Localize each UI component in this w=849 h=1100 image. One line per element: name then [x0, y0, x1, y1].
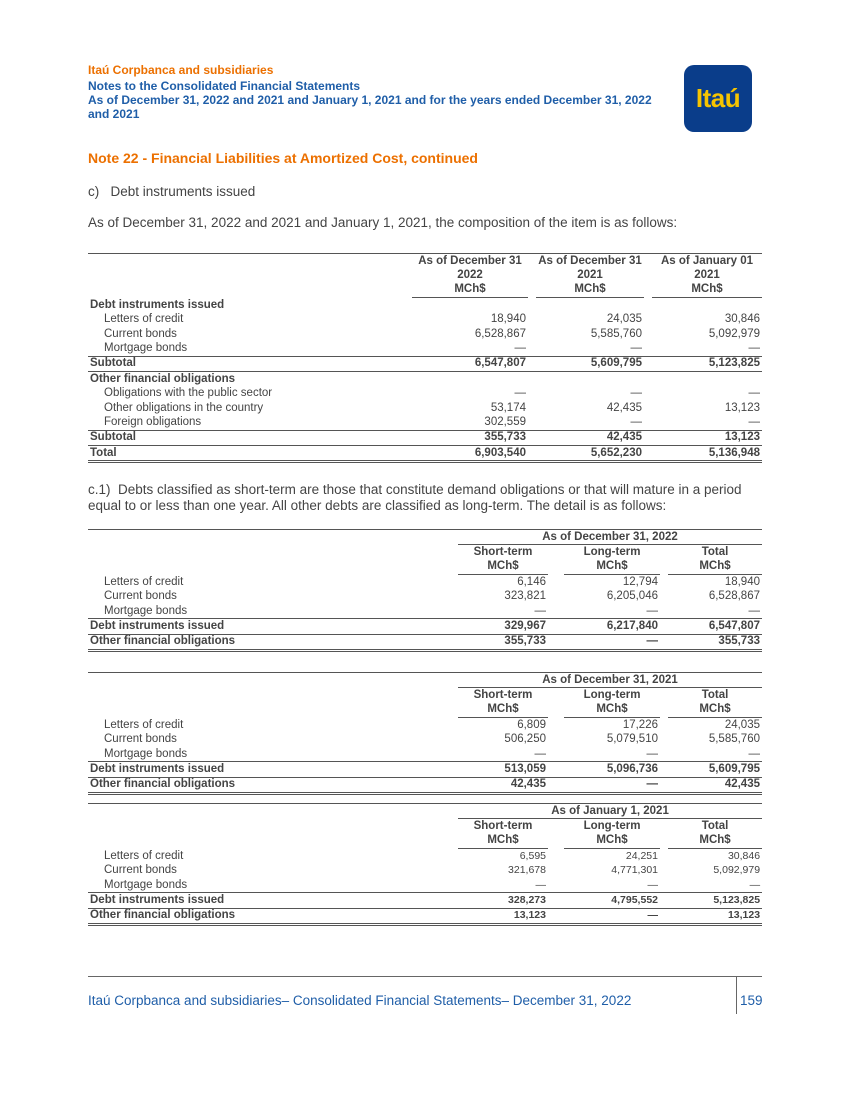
col-unit: MCh$ — [536, 283, 644, 298]
table-row: Letters of credit 18,940 24,035 30,846 — [104, 313, 760, 326]
table-row: Current bonds 321,678 4,771,301 5,092,979 — [104, 864, 761, 877]
period-header: As of December 31, 2021 — [458, 673, 762, 688]
table-row: Other financial obligations 355,733 — 355,733 — [88, 634, 762, 650]
table-row: Current bonds 323,821 6,205,046 6,528,867 — [104, 590, 760, 603]
intro-text: As of December 31, 2022 and 2021 and January 1, 2021, the composition of the item is as follows: — [88, 215, 678, 230]
col-header-2021: As of December 31 — [536, 254, 644, 269]
company-name: Itaú Corpbanca and subsidiaries — [88, 63, 274, 77]
note-title: Note 22 - Financial Liabilities at Amortized Cost, continued — [88, 150, 478, 166]
col-unit: MCh$ — [564, 560, 660, 575]
col-unit: MCh$ — [564, 703, 660, 718]
header-period-cont: and 2021 — [88, 107, 140, 121]
col-short-term: Short-term — [473, 820, 533, 833]
col-unit: MCh$ — [458, 560, 548, 575]
header-period: As of December 31, 2022 and 2021 and January 1, 2021 and for the years ended December 31, 2022 — [88, 93, 652, 107]
footer-text: Itaú Corpbanca and subsidiaries– Consolidated Financial Statements– December 31, 2022 — [88, 993, 632, 1008]
col-unit: MCh$ — [652, 283, 762, 298]
itau-logo — [684, 65, 752, 132]
table-row: Debt instruments issued 513,059 5,096,736 5,609,795 — [88, 762, 762, 777]
col-unit: MCh$ — [668, 834, 762, 849]
maturity-table-jan2021 — [88, 803, 762, 926]
table-row: Other financial obligations 42,435 — 42,435 — [88, 777, 762, 793]
total-row: Total 6,903,540 5,652,230 5,136,948 — [88, 446, 762, 462]
col-unit: MCh$ — [668, 560, 762, 575]
col-long-term: Long-term — [583, 546, 641, 559]
footer-vertical-divider — [736, 976, 737, 1014]
table-row: Obligations with the public sector — — — — [104, 387, 760, 400]
logo-text: Itaú — [695, 83, 741, 113]
col-short-term: Short-term — [473, 546, 533, 559]
maturity-table-2022 — [88, 529, 762, 652]
table-row: Debt instruments issued 329,967 6,217,840 6,547,807 — [88, 619, 762, 634]
col-total: Total — [701, 820, 729, 833]
classification-paragraph: c.1) Debts classified as short-term are those that constitute demand obligations or that will mature in a period equal to or less than one year. All other debts are classified as long-term. The detail is as follows: — [88, 482, 742, 513]
period-header: As of December 31, 2022 — [458, 530, 762, 545]
col-total: Total — [701, 689, 729, 702]
header-subtitle: Notes to the Consolidated Financial Statements — [88, 79, 361, 93]
subtotal-row: Subtotal 6,547,807 5,609,795 5,123,825 — [88, 356, 762, 371]
composition-table — [88, 253, 762, 463]
col-long-term: Long-term — [583, 820, 641, 833]
table-row: Letters of credit 6,809 17,226 24,035 — [104, 718, 760, 731]
table-row: Current bonds 506,250 5,079,510 5,585,760 — [104, 733, 760, 746]
table-row: Mortgage bonds — — — — [88, 747, 762, 762]
col-year: 2021 — [577, 269, 603, 282]
table-row: Mortgage bonds — — — — [88, 878, 762, 893]
col-long-term: Long-term — [583, 689, 641, 702]
table-row: Mortgage bonds — — — — [88, 341, 762, 356]
section-label: Other financial obligations — [90, 372, 236, 385]
table-row: Other obligations in the country 53,174 42,435 13,123 — [104, 401, 760, 414]
table-row: Current bonds 6,528,867 5,585,760 5,092,979 — [104, 327, 760, 340]
maturity-table-2021 — [88, 672, 762, 795]
period-header: As of January 1, 2021 — [458, 804, 762, 819]
table-row: Debt instruments issued 328,273 4,795,552 5,123,825 — [88, 893, 762, 908]
col-header-jan2021: As of January 01 — [652, 254, 762, 269]
table-row: Letters of credit 6,595 24,251 30,846 — [104, 849, 761, 862]
table-row: Other financial obligations 13,123 — 13,123 — [88, 908, 762, 924]
col-unit: MCh$ — [564, 834, 660, 849]
col-unit: MCh$ — [458, 834, 548, 849]
subtotal-row: Subtotal 355,733 42,435 13,123 — [88, 430, 762, 445]
col-unit: MCh$ — [668, 703, 762, 718]
table-row: Mortgage bonds — — — — [88, 604, 762, 619]
col-year: 2022 — [457, 269, 483, 282]
col-total: Total — [701, 546, 729, 559]
col-short-term: Short-term — [473, 689, 533, 702]
col-year: 2021 — [694, 269, 720, 282]
footer-divider — [88, 976, 762, 977]
col-unit: MCh$ — [412, 283, 528, 298]
section-label: Debt instruments issued — [90, 298, 225, 311]
col-header-2022: As of December 31 — [412, 254, 528, 269]
table-row: Letters of credit 6,146 12,794 18,940 — [104, 575, 760, 588]
section-heading: c) Debt instruments issued — [88, 184, 256, 199]
col-unit: MCh$ — [458, 703, 548, 718]
page-number: 159 — [740, 993, 763, 1008]
table-row: Foreign obligations 302,559 — — — [88, 415, 762, 430]
